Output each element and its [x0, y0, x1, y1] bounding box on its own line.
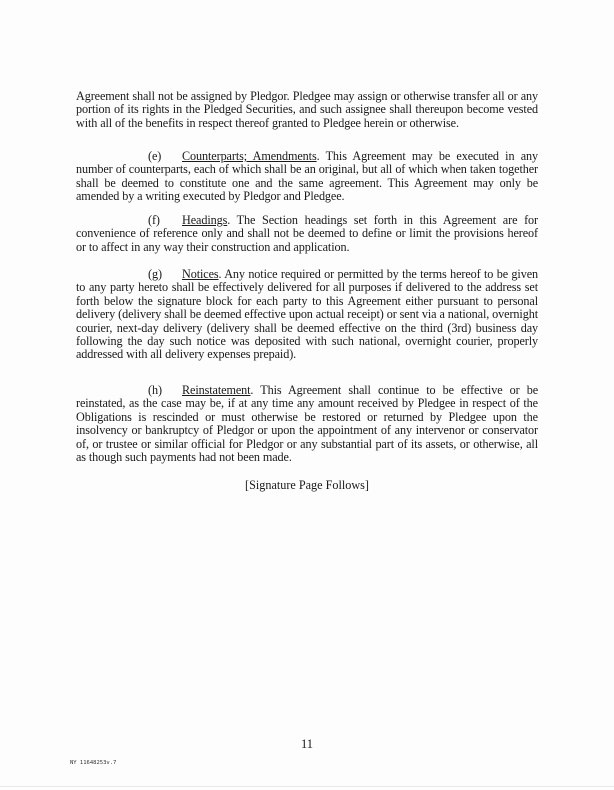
paragraph-notices: [76, 268, 538, 362]
paragraph-counterparts: [76, 150, 538, 204]
paragraph-intro-text: Agreement shall not be assigned by Pledgor. Pledgee may assign or otherwise transfer all or any portion of its rights in the Pledged Securities, and such assignee shall thereupon become vested with all of the benefits in respect thereof granted to Pledgee herein or otherwise.: [76, 89, 538, 130]
paragraph-intro: [76, 90, 538, 130]
paragraph-counterparts-letter: (e): [148, 149, 162, 163]
paragraph-headings-body: . The Section headings set forth in this Agreement are for convenience of reference only and shall not be deemed to define or limit the provisions hereof or to affect in any way their construction and application.: [76, 213, 538, 254]
document-id: NY 11648253v.7: [70, 760, 117, 766]
paragraph-headings: [76, 214, 538, 254]
paragraph-notices-body: . Any notice required or permitted by the terms hereof to be given to any party hereto shall be effectively delivered for all purposes if delivered to the address set forth below the signature block for each party to this Agreement either pursuant to personal delivery (delivery shall be deemed effective upon actual receipt) or sent via a national, overnight courier, next-day delivery (delivery shall be deemed effective on the third (3rd) business day following the day such notice was deposited with such national, overnight courier, properly addressed with all delivery expenses prepaid).: [76, 267, 538, 362]
paragraph-counterparts-body: . This Agreement may be executed in any number of counterparts, each of which shall be an original, but all of which when taken together shall be deemed to constitute one and the same agreement. This Agreement may only be amended by a writing executed by Pledgor and Pledgee.: [76, 149, 538, 204]
paragraph-reinstatement-body: . This Agreement shall continue to be effective or be reinstated, as the case may be, if at any time any amount received by Pledgee in respect of the Obligations is rescinded or must otherwise be restored or returned by Pledgee upon the insolvency or bankruptcy of Pledgor or upon the appointment of any intervenor or conservator of, or trustee or similar official for Pledgor or any substantial part of its assets, or otherwise, all as though such payments had not been made.: [76, 383, 538, 465]
signature-page-follows: [Signature Page Follows]: [245, 478, 369, 492]
paragraph-reinstatement: [76, 384, 538, 464]
page-bottom-edge: [0, 786, 614, 787]
page-number: 11: [300, 737, 314, 751]
paragraph-reinstatement-heading: Reinstatement: [182, 383, 251, 397]
paragraph-headings-heading: Headings: [182, 213, 228, 227]
paragraph-headings-letter: (f): [148, 213, 160, 227]
paragraph-notices-heading: Notices: [182, 267, 219, 281]
paragraph-notices-letter: (g): [148, 267, 162, 281]
paragraph-reinstatement-letter: (h): [148, 383, 162, 397]
paragraph-counterparts-heading: Counterparts; Amendments: [182, 149, 317, 163]
